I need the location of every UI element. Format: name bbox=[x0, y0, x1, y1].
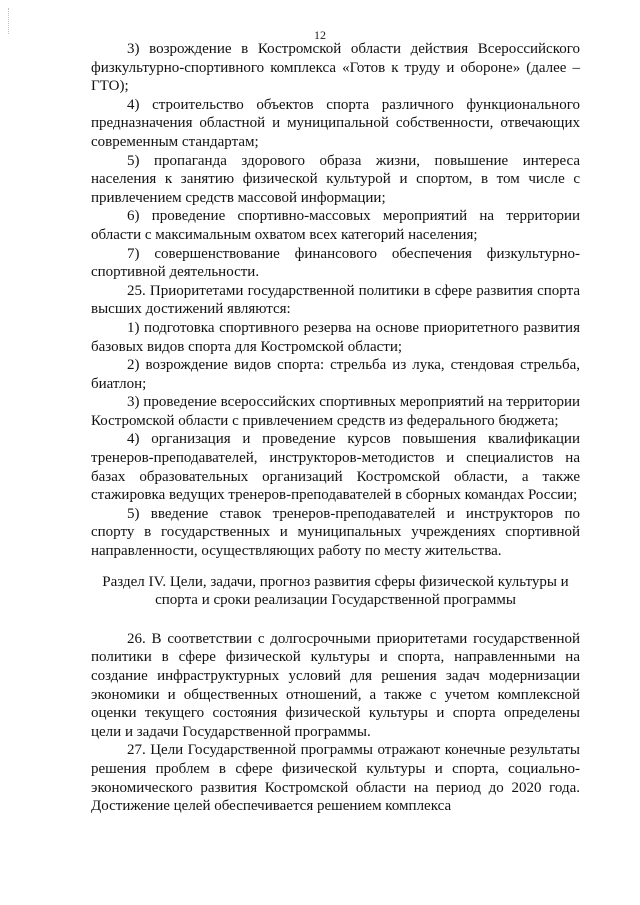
section-heading: Раздел IV. Цели, задачи, прогноз развития сферы физической культуры и спорта и сроки реализации Государственной программы bbox=[102, 573, 569, 609]
clause-26: 26. В соответствии с долгосрочными приоритетами государственной политики в сфере физической культуры и спорта, направленными на создание инфраструктурных условий для решения задач модернизации экономики и общественных отношений, а также с учетом комплексной оценки текущего состояния физической культуры и спорта определены цели и задачи Государственной программы. bbox=[91, 630, 580, 740]
list-item-4: 4) строительство объектов спорта различного функционального предназначения областной и муниципальной собственности, отвечающих современным стандартам; bbox=[91, 96, 580, 150]
page-number: 12 bbox=[314, 28, 326, 42]
list-item-5: 5) пропаганда здорового образа жизни, повышение интереса населения к занятию физической культурой и спортом, в том числе с привлечением средств массовой информации; bbox=[91, 152, 580, 206]
clause-27: 27. Цели Государственной программы отражают конечные результаты решения проблем в сфере физической культуры и спорта, социально-экономического развития Костромской области на период до 2020 года. Достижение целей обеспечивается решением комплекса bbox=[91, 742, 580, 815]
sub-item-1: 1) подготовка спортивного резерва на основе приоритетного развития базовых видов спорта для Костромской области; bbox=[91, 319, 580, 355]
sub-item-2: 2) возрождение видов спорта: стрельба из лука, стендовая стрельба, биатлон; bbox=[91, 357, 580, 392]
sub-item-3: 3) проведение всероссийских спортивных мероприятий на территории Костромской области с привлечением средств из федерального бюджета; bbox=[91, 394, 580, 429]
sub-item-5: 5) введение ставок тренеров-преподавателей и инструкторов по спорту в государственных и муниципальных учреждениях спортивной направленности, осуществляющих работу по месту жительства. bbox=[91, 505, 580, 560]
list-item-7: 7) совершенствование финансового обеспечения физкультурно-спортивной деятельности. bbox=[91, 245, 580, 281]
document-body bbox=[91, 40, 580, 816]
list-item-6: 6) проведение спортивно-массовых мероприятий на территории области с максимальным охватом всех категорий населения; bbox=[91, 208, 580, 243]
list-item-3: 3) возрождение в Костромской области действия Всероссийского физкультурно-спортивного комплекса «Готов к труду и обороне» (далее – ГТО); bbox=[91, 41, 580, 95]
sub-item-4: 4) организация и проведение курсов повышения квалификации тренеров-преподавателей, инструкторов-методистов и специалистов на базах образовательных организаций Костромской области, а также стажировка ведущих тренеров-преподавателей в сборных командах России; bbox=[91, 431, 580, 504]
clause-25: 25. Приоритетами государственной политики в сфере развития спорта высших достижений являются: bbox=[91, 282, 580, 318]
